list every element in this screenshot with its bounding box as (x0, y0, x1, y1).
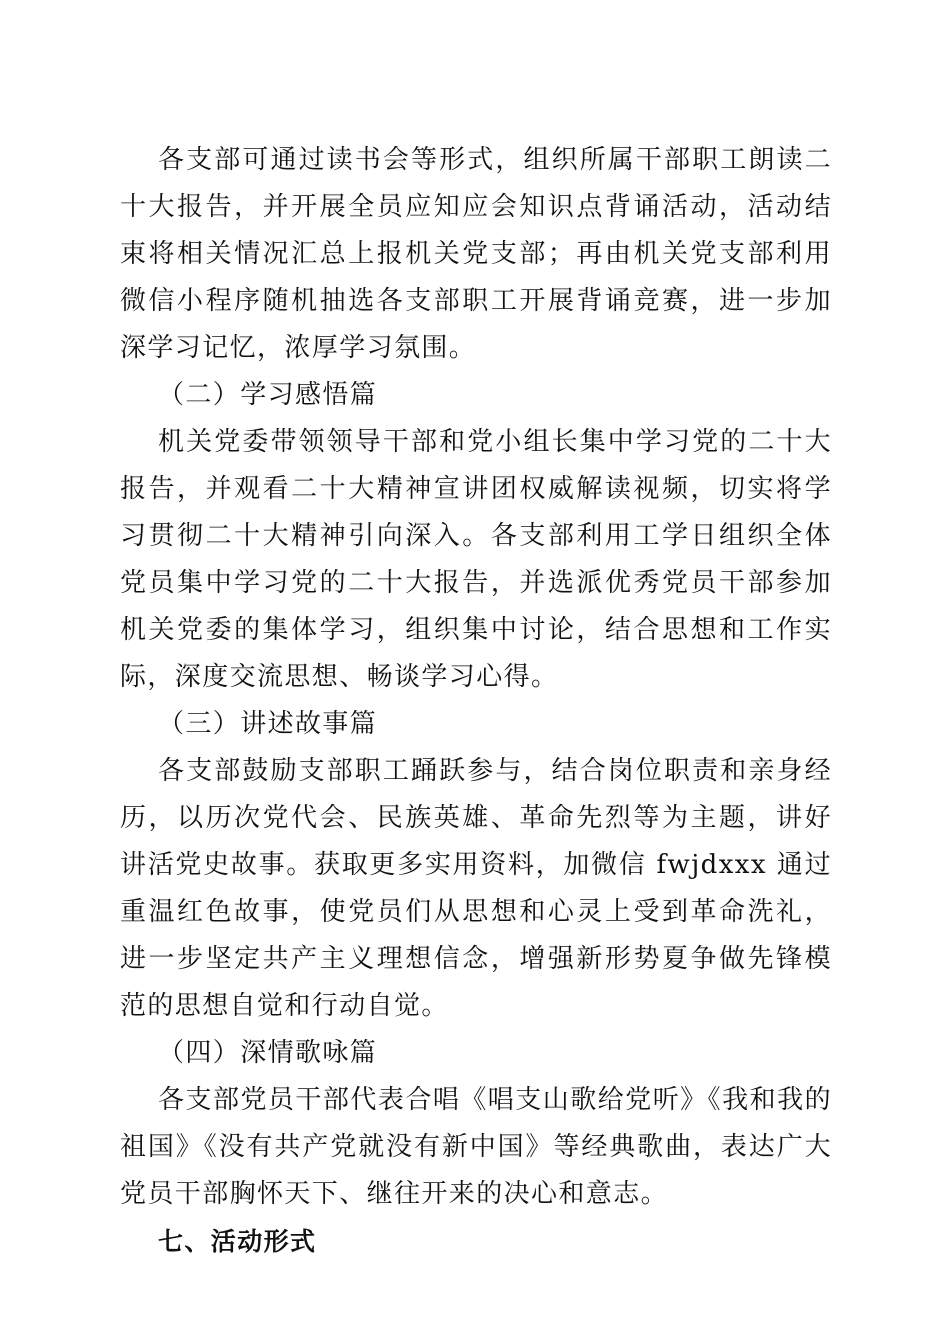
document-body (120, 137, 832, 1265)
paragraph-storytelling: 各支部鼓励支部职工踊跃参与，结合岗位职责和亲身经历，以历次党代会、民族英雄、革命先烈等为主题，讲好讲活党史故事。获取更多实用资料，加微信 fwjdxxx 通过重温红色故事，使党员们从思想和心灵上受到革命洗礼，进一步坚定共产主义理想信念，增强新形势夏争做先锋模范的思想自觉和行动自觉。 (120, 756, 832, 1021)
section-heading-activity-form: 七、活动形式 (158, 1227, 317, 1256)
subheading-study-insights: （二）学习感悟篇 (158, 380, 378, 410)
subheading-singing: （四）深情歌咏篇 (158, 1038, 378, 1068)
paragraph-singing: 各支部党员干部代表合唱《唱支山歌给党听》《我和我的祖国》《没有共产党就没有新中国》等经典歌曲，表达广大党员干部胸怀天下、继往开来的决心和意志。 (120, 1085, 832, 1209)
subheading-storytelling: （三）讲述故事篇 (158, 709, 378, 739)
paragraph-study-insights: 机关党委带领领导干部和党小组长集中学习党的二十大报告，并观看二十大精神宣讲团权威解读视频，切实将学习贯彻二十大精神引向深入。各支部利用工学日组织全体党员集中学习党的二十大报告，并选派优秀党员干部参加机关党委的集体学习，组织集中讨论，结合思想和工作实际，深度交流思想、畅谈学习心得。 (120, 427, 832, 692)
paragraph-reading-activity: 各支部可通过读书会等形式，组织所属干部职工朗读二十大报告，并开展全员应知应会知识点背诵活动，活动结束将相关情况汇总上报机关党支部；再由机关党支部利用微信小程序随机抽选各支部职工开展背诵竞赛，进一步加深学习记忆，浓厚学习氛围。 (120, 145, 832, 363)
